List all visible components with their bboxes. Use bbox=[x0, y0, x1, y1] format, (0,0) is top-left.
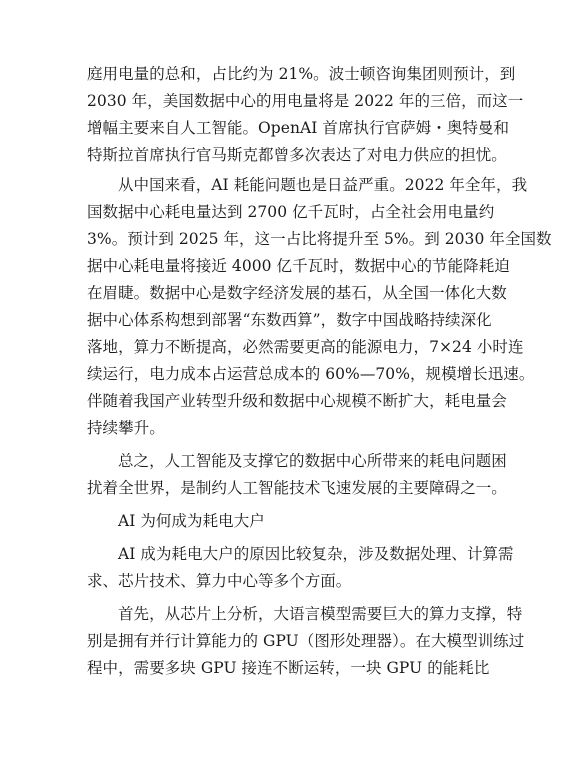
body-text-line: 续运行，电力成本占运营总成本的 60%—70%，规模增长迅速。 bbox=[87, 365, 535, 383]
body-text-line: 伴随着我国产业转型升级和数据中心规模不断扩大，耗电量会 bbox=[87, 392, 507, 410]
body-text-line: 据中心体系构想到部署“东数西算”，数字中国战略持续深化 bbox=[87, 311, 492, 329]
body-text-line: 别是拥有并行计算能力的 GPU（图形处理器）。在大模型训练过 bbox=[87, 632, 525, 650]
body-text-line: 在眉睫。数据中心是数字经济发展的基石，从全国一体化大数 bbox=[87, 284, 507, 302]
body-text-line: 国数据中心耗电量达到 2700 亿千瓦时，占全社会用电量约 bbox=[87, 203, 495, 221]
body-text-line: 程中，需要多块 GPU 接连不断运转，一块 GPU 的能耗比 bbox=[87, 659, 490, 677]
body-text-line: 3%。预计到 2025 年，这一占比将提升至 5%。到 2030 年全国数 bbox=[87, 230, 552, 248]
body-text-line: 特斯拉首席执行官马斯克都曾多次表达了对电力供应的担忧。 bbox=[87, 146, 507, 164]
body-text-line: 增幅主要来自人工智能。OpenAI 首席执行官萨姆・奥特曼和 bbox=[87, 119, 510, 137]
body-text-line: 2030 年，美国数据中心的用电量将是 2022 年的三倍，而这一 bbox=[87, 92, 524, 110]
section-heading: AI 为何成为耗电大户 bbox=[118, 512, 265, 530]
body-text-line: 求、芯片技术、算力中心等多个方面。 bbox=[87, 572, 352, 590]
body-text-line: 持续攀升。 bbox=[87, 419, 165, 437]
paragraph-first-line: 首先，从芯片上分析，大语言模型需要巨大的算力支撑，特 bbox=[118, 605, 523, 623]
paragraph-first-line: 从中国来看，AI 耗能问题也是日益严重。2022 年全年，我 bbox=[118, 176, 528, 194]
paragraph-first-line: AI 成为耗电大户的原因比较复杂，涉及数据处理、计算需 bbox=[118, 545, 514, 563]
body-text-line: 据中心耗电量将接近 4000 亿千瓦时，数据中心的节能降耗迫 bbox=[87, 257, 510, 275]
body-text-line: 落地，算力不断提高，必然需要更高的能源电力，7×24 小时连 bbox=[87, 338, 524, 356]
body-text-line: 庭用电量的总和，占比约为 21%。波士顿咨询集团则预计，到 bbox=[87, 65, 516, 83]
paragraph-first-line: 总之，人工智能及支撑它的数据中心所带来的耗电问题困 bbox=[118, 452, 507, 470]
body-text-line: 扰着全世界，是制约人工智能技术飞速发展的主要障碍之一。 bbox=[87, 479, 507, 497]
